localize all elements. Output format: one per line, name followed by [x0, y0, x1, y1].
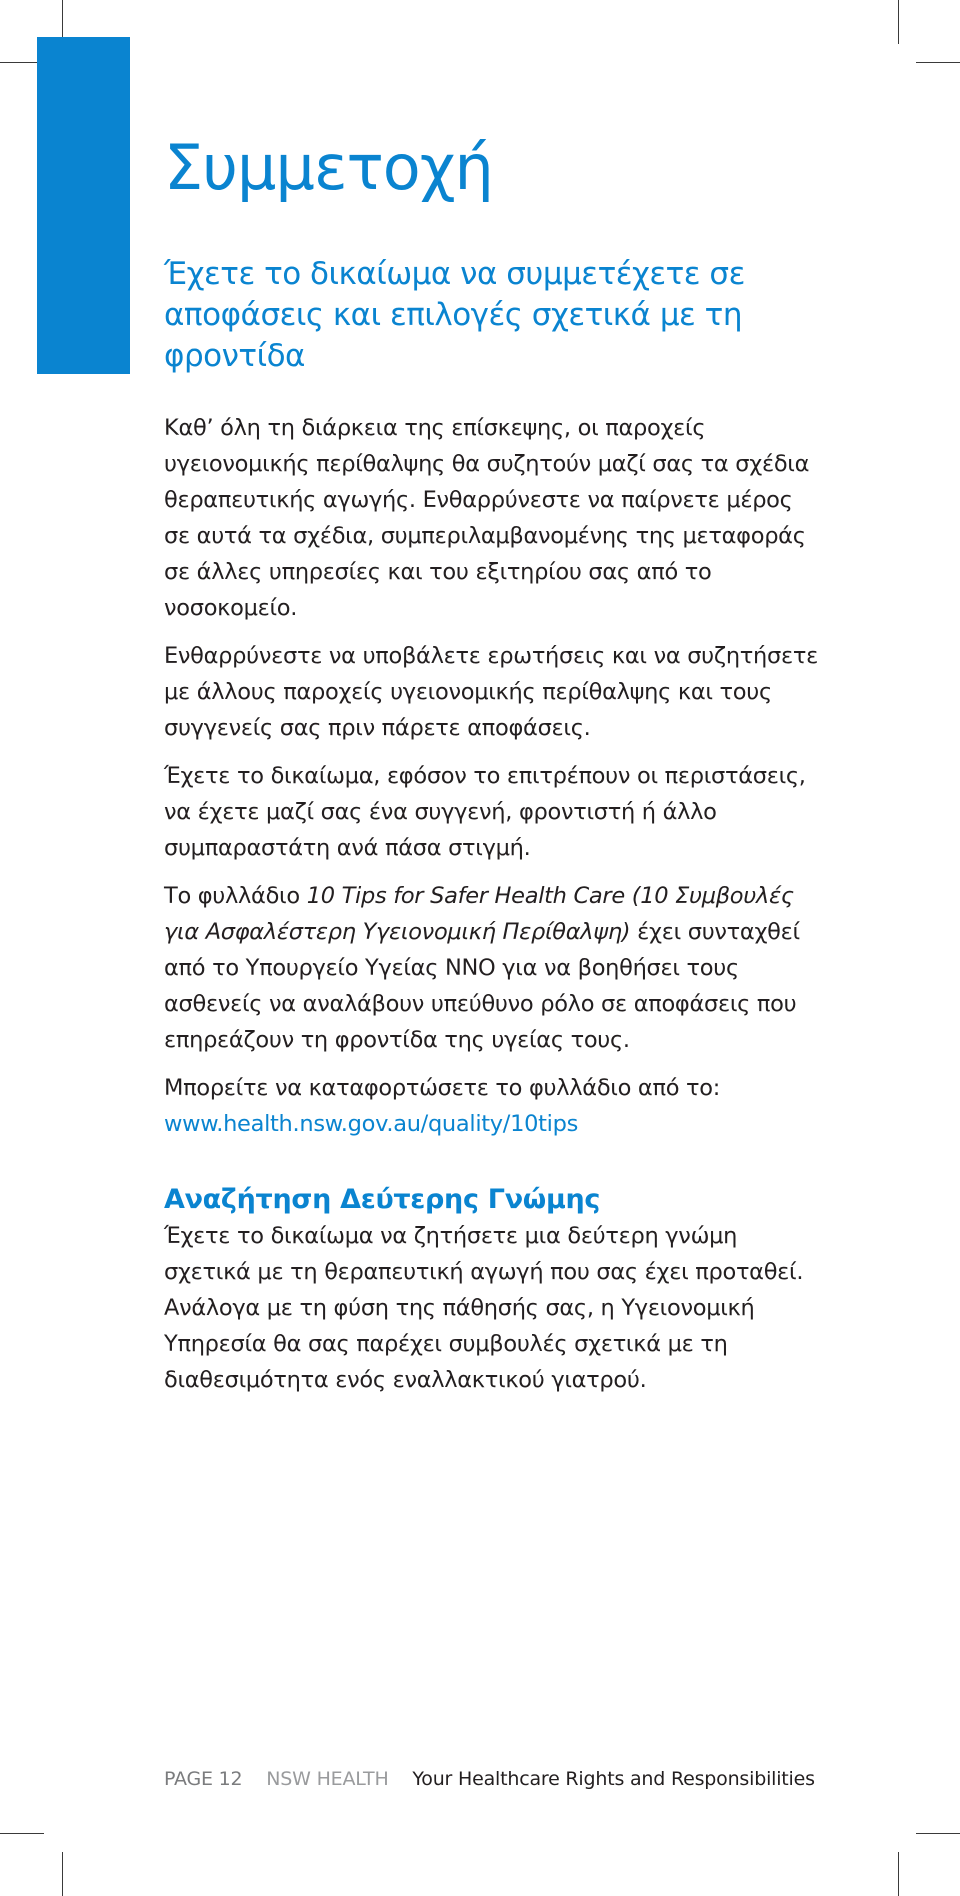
footer-org: NSW HEALTH: [266, 1768, 389, 1790]
brochure-suffix: έχει συνταχθεί από το Υπουργείο Υγείας ΝΝΟ για να βοηθήσει τους ασθενείς να αναλάβουν υπεύθυνο ρόλο σε αποφάσεις που επηρεάζουν τη φροντίδα της υγείας τους.: [164, 919, 800, 1053]
download-link[interactable]: www.health.nsw.gov.au/quality/10tips: [164, 1111, 578, 1137]
page-title: Συμμετοχή: [164, 131, 493, 204]
paragraph-second-opinion: Έχετε το δικαίωμα να ζητήσετε μια δεύτερη γνώμη σχετικά με τη θεραπευτική αγωγή που σας έχει προταθεί. Ανάλογα με τη φύση της πάθησής σας, η Υγειονομική Υπηρεσία θα σας παρέχει συμβουλές σχετικά με τη διαθεσιμότητα ενός εναλλακτικού γιατρού.: [164, 1223, 804, 1393]
paragraph-brochure: [164, 878, 824, 1058]
page-footer: [164, 1768, 815, 1790]
paragraph-questions: Ενθαρρύνεστε να υποβάλετε ερωτήσεις και να συζητήσετε με άλλους παροχείς υγειονομικής περίθαλψης και τους συγγενείς σας πριν πάρετε αποφάσεις.: [164, 643, 818, 741]
section-heading-second-opinion: Αναζήτηση Δεύτερης Γνώμης: [164, 1184, 601, 1215]
crop-mark-right-top: [916, 62, 960, 63]
page-subtitle: Έχετε το δικαίωμα να συμμετέχετε σε αποφάσεις και επιλογές σχετικά με τη φροντίδα: [164, 256, 745, 374]
body-text: [164, 410, 824, 1410]
footer-page-number: PAGE 12: [164, 1768, 243, 1790]
crop-mark-bottom-right: [898, 1852, 899, 1896]
brochure-prefix: Το φυλλάδιο: [164, 883, 307, 909]
crop-mark-top-right: [898, 0, 899, 44]
paragraph-visit-plans: Καθ’ όλη τη διάρκεια της επίσκεψης, οι παροχείς υγειονομικής περίθαλψης θα συζητούν μαζί σας τα σχέδια θεραπευτικής αγωγής. Ενθαρρύνεστε να παίρνετε μέρος σε αυτά τα σχέδια, συμπεριλαμβανομένης της μεταφοράς σε άλλες υπηρεσίες και του εξιτηρίου σας από το νοσοκομείο.: [164, 415, 810, 621]
footer-doc-title: Your Healthcare Rights and Responsibilities: [412, 1768, 815, 1790]
paragraph-download: [164, 1070, 824, 1142]
brochure-title: 10 Tips for Safer Health Care (10 Συμβουλές για Ασφαλέστερη Υγειονομική Περίθαλψη): [164, 883, 794, 945]
paragraph-companion: Έχετε το δικαίωμα, εφόσον το επιτρέπουν οι περιστάσεις, να έχετε μαζί σας ένα συγγενή, φροντιστή ή άλλο συμπαραστάτη ανά πάσα στιγμή.: [164, 763, 806, 861]
crop-mark-left-bottom: [0, 1833, 44, 1834]
download-text: Μπορείτε να καταφορτώσετε το φυλλάδιο από το:: [164, 1075, 720, 1101]
crop-mark-bottom-left: [62, 1852, 63, 1896]
crop-mark-right-bottom: [916, 1833, 960, 1834]
accent-bar: [37, 37, 130, 374]
